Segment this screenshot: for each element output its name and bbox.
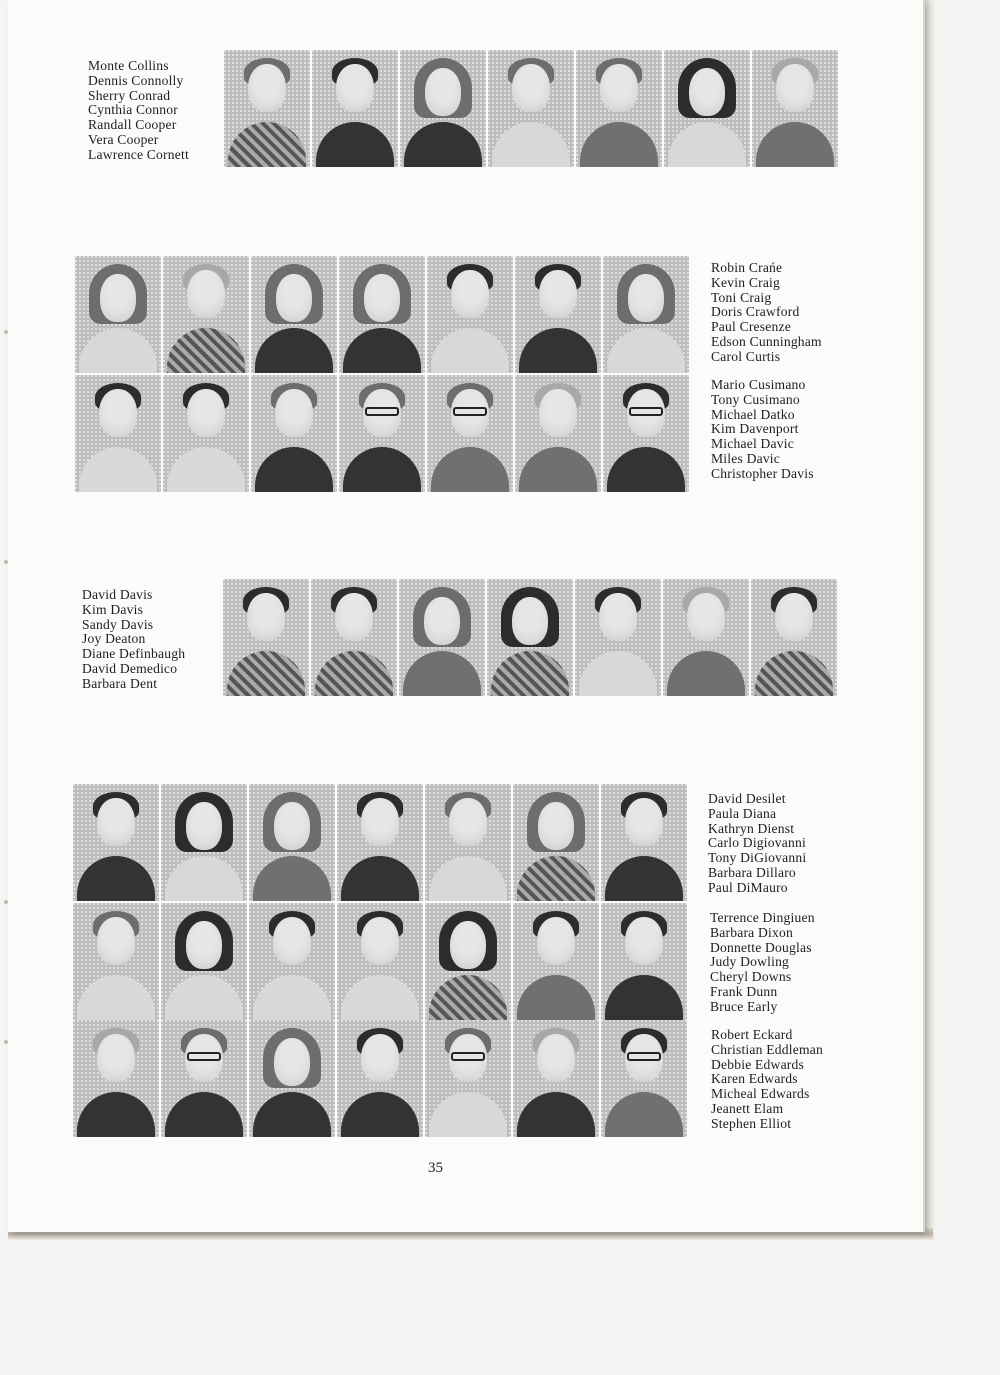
- portrait-body: [519, 447, 597, 492]
- student-name: David Davis: [82, 587, 153, 602]
- portrait-head: [97, 798, 135, 846]
- portrait-head: [247, 593, 285, 641]
- student-name: Karen Edwards: [711, 1071, 798, 1087]
- student-name: Stephen Elliot: [711, 1115, 792, 1131]
- portrait-body: [429, 856, 507, 901]
- student-name: Kevin Craig: [711, 274, 781, 290]
- student-name: Kathryn Dienst: [708, 820, 795, 836]
- portrait-head: [361, 798, 399, 846]
- student-portrait: [163, 256, 249, 373]
- portrait-head: [775, 593, 813, 641]
- student-portrait: [752, 50, 838, 167]
- student-name: Doris Crawford: [711, 304, 800, 320]
- portrait-head: [599, 593, 637, 641]
- student-name: Edson Cunningham: [711, 333, 822, 349]
- portrait-body: [167, 328, 245, 373]
- student-name: Bruce Early: [710, 998, 778, 1014]
- portrait-head: [274, 1038, 310, 1086]
- portrait-head: [274, 802, 310, 850]
- student-name: Cynthia Connor: [88, 102, 179, 118]
- portrait-head: [425, 68, 461, 116]
- student-portrait: [513, 903, 599, 1020]
- portrait-head: [361, 917, 399, 965]
- portrait-body: [429, 1092, 507, 1137]
- student-name: Kim Davis: [82, 601, 144, 617]
- portrait-head: [99, 389, 137, 437]
- portrait-head: [100, 274, 136, 322]
- name-list-crane: [711, 261, 822, 365]
- portrait-body: [519, 328, 597, 373]
- student-name: Diane Definbaugh: [82, 646, 186, 662]
- portrait-body: [517, 1092, 595, 1137]
- portrait-body: [228, 122, 306, 167]
- portrait-head: [451, 270, 489, 318]
- student-portrait: [73, 784, 159, 901]
- student-name: Vera Cooper: [88, 131, 159, 147]
- student-portrait: [311, 579, 397, 696]
- student-portrait: [224, 50, 310, 167]
- portrait-head: [512, 64, 550, 112]
- student-portrait: [603, 375, 689, 492]
- student-portrait: [249, 1020, 335, 1137]
- portrait-head: [97, 917, 135, 965]
- portrait-body: [77, 1092, 155, 1137]
- student-portrait: [161, 784, 247, 901]
- portrait-body: [79, 447, 157, 492]
- name-list-eckard: [711, 1028, 823, 1132]
- student-name: Dennis Connolly: [88, 72, 184, 88]
- student-portrait: [603, 256, 689, 373]
- portrait-body: [77, 975, 155, 1020]
- portrait-head: [539, 270, 577, 318]
- student-name: Michael Datko: [711, 406, 795, 422]
- portrait-body: [429, 975, 507, 1020]
- photo-row: [223, 579, 837, 696]
- student-portrait: [163, 375, 249, 492]
- portrait-head: [187, 270, 225, 318]
- portrait-body: [404, 122, 482, 167]
- student-name: Sandy Davis: [82, 616, 154, 632]
- portrait-body: [79, 328, 157, 373]
- portrait-head: [449, 798, 487, 846]
- student-name: Lawrence Cornett: [88, 146, 189, 162]
- portrait-body: [253, 975, 331, 1020]
- student-name: Christopher Davis: [711, 465, 814, 481]
- binder-hole: [4, 330, 8, 334]
- student-name: Paul DiMauro: [708, 879, 788, 895]
- student-name: Tony DiGiovanni: [708, 850, 807, 866]
- student-name: Monte Collins: [88, 58, 169, 73]
- portrait-head: [187, 389, 225, 437]
- portrait-glasses: [453, 407, 487, 416]
- student-name: Frank Dunn: [710, 983, 778, 999]
- student-name: Randall Cooper: [88, 117, 177, 133]
- portrait-head: [689, 68, 725, 116]
- binder-hole: [4, 1040, 8, 1044]
- name-list-collins: [88, 59, 189, 163]
- portrait-body: [77, 856, 155, 901]
- student-portrait: [400, 50, 486, 167]
- student-name: Jeanett Elam: [711, 1100, 784, 1116]
- student-portrait: [488, 50, 574, 167]
- student-portrait: [249, 784, 335, 901]
- portrait-glasses: [365, 407, 399, 416]
- student-portrait: [75, 256, 161, 373]
- student-portrait: [663, 579, 749, 696]
- student-name: Robert Eckard: [711, 1027, 793, 1042]
- portrait-body: [431, 447, 509, 492]
- portrait-head: [364, 274, 400, 322]
- binder-hole: [4, 560, 8, 564]
- student-name: Robin Crańe: [711, 260, 783, 275]
- student-name: Debbie Edwards: [711, 1056, 805, 1072]
- portrait-body: [605, 1092, 683, 1137]
- portrait-body: [165, 975, 243, 1020]
- student-name: Barbara Dillaro: [708, 864, 796, 880]
- name-list-dingiuen: [710, 911, 815, 1015]
- portrait-body: [517, 856, 595, 901]
- portrait-body: [165, 856, 243, 901]
- student-name: Paula Diana: [708, 805, 777, 821]
- student-name: Cheryl Downs: [710, 969, 792, 985]
- portrait-body: [517, 975, 595, 1020]
- portrait-glasses: [187, 1052, 221, 1061]
- portrait-head: [625, 798, 663, 846]
- portrait-body: [255, 328, 333, 373]
- portrait-body: [579, 651, 657, 696]
- student-portrait: [425, 784, 511, 901]
- portrait-body: [607, 447, 685, 492]
- student-portrait: [487, 579, 573, 696]
- portrait-glasses: [451, 1052, 485, 1061]
- student-name: Paul Cresenze: [711, 319, 791, 335]
- portrait-body: [167, 447, 245, 492]
- photo-row: [75, 256, 689, 373]
- student-name: Terrence Dingiuen: [710, 910, 815, 925]
- portrait-head: [186, 921, 222, 969]
- portrait-head: [450, 921, 486, 969]
- student-name: David Desilet: [708, 791, 786, 806]
- student-portrait: [515, 375, 601, 492]
- portrait-head: [97, 1034, 135, 1082]
- student-portrait: [337, 784, 423, 901]
- portrait-glasses: [629, 407, 663, 416]
- photo-row: [73, 1020, 687, 1137]
- student-portrait: [249, 903, 335, 1020]
- portrait-body: [341, 975, 419, 1020]
- portrait-body: [580, 122, 658, 167]
- portrait-head: [600, 64, 638, 112]
- student-portrait: [575, 579, 661, 696]
- portrait-body: [605, 975, 683, 1020]
- student-portrait: [339, 375, 425, 492]
- student-name: Michael Davic: [711, 436, 794, 452]
- portrait-head: [335, 593, 373, 641]
- student-name: Donnette Douglas: [710, 939, 812, 955]
- portrait-head: [275, 389, 313, 437]
- student-portrait: [427, 256, 513, 373]
- portrait-head: [276, 274, 312, 322]
- student-portrait: [251, 256, 337, 373]
- student-portrait: [399, 579, 485, 696]
- student-portrait: [601, 1020, 687, 1137]
- portrait-head: [539, 389, 577, 437]
- portrait-head: [538, 802, 574, 850]
- student-portrait: [427, 375, 513, 492]
- student-portrait: [425, 1020, 511, 1137]
- student-portrait: [515, 256, 601, 373]
- portrait-head: [186, 802, 222, 850]
- portrait-head: [424, 597, 460, 645]
- student-name: Miles Davic: [711, 450, 781, 466]
- portrait-body: [341, 856, 419, 901]
- student-portrait: [75, 375, 161, 492]
- photo-row: [73, 784, 687, 901]
- student-name: Sherry Conrad: [88, 87, 171, 103]
- portrait-body: [491, 651, 569, 696]
- student-name: Joy Deaton: [82, 631, 146, 647]
- student-name: Kim Davenport: [711, 421, 799, 437]
- student-portrait: [223, 579, 309, 696]
- student-portrait: [73, 1020, 159, 1137]
- student-name: David Demedico: [82, 660, 178, 676]
- portrait-head: [625, 917, 663, 965]
- student-portrait: [513, 784, 599, 901]
- portrait-body: [605, 856, 683, 901]
- portrait-body: [492, 122, 570, 167]
- student-name: Judy Dowling: [710, 954, 790, 970]
- student-portrait: [251, 375, 337, 492]
- name-list-desilet: [708, 792, 806, 896]
- name-list-cusimano: [711, 378, 814, 482]
- portrait-head: [776, 64, 814, 112]
- portrait-head: [687, 593, 725, 641]
- portrait-body: [343, 328, 421, 373]
- student-name: Carlo Digiovanni: [708, 835, 806, 851]
- student-name: Micheal Edwards: [711, 1086, 810, 1102]
- student-name: Tony Cusimano: [711, 391, 800, 407]
- student-portrait: [601, 784, 687, 901]
- page-number: 35: [428, 1160, 443, 1176]
- photo-row: [75, 375, 689, 492]
- student-portrait: [513, 1020, 599, 1137]
- student-portrait: [425, 903, 511, 1020]
- portrait-head: [336, 64, 374, 112]
- student-portrait: [664, 50, 750, 167]
- portrait-body: [755, 651, 833, 696]
- portrait-body: [315, 651, 393, 696]
- student-name: Barbara Dent: [82, 675, 158, 691]
- student-portrait: [312, 50, 398, 167]
- name-list-davis: [82, 588, 185, 692]
- photo-row: [73, 903, 687, 1020]
- portrait-body: [668, 122, 746, 167]
- portrait-glasses: [627, 1052, 661, 1061]
- student-portrait: [339, 256, 425, 373]
- binder-hole: [4, 900, 8, 904]
- portrait-body: [403, 651, 481, 696]
- student-portrait: [751, 579, 837, 696]
- portrait-head: [273, 917, 311, 965]
- portrait-head: [512, 597, 548, 645]
- student-portrait: [576, 50, 662, 167]
- portrait-body: [316, 122, 394, 167]
- student-name: Barbara Dixon: [710, 924, 794, 940]
- portrait-body: [253, 856, 331, 901]
- portrait-head: [537, 1034, 575, 1082]
- portrait-body: [341, 1092, 419, 1137]
- photo-row: [224, 50, 838, 167]
- portrait-head: [628, 274, 664, 322]
- student-portrait: [161, 1020, 247, 1137]
- portrait-body: [431, 328, 509, 373]
- portrait-body: [227, 651, 305, 696]
- portrait-body: [253, 1092, 331, 1137]
- student-name: Mario Cusimano: [711, 377, 806, 392]
- portrait-body: [607, 328, 685, 373]
- portrait-body: [343, 447, 421, 492]
- student-name: Christian Eddleman: [711, 1041, 823, 1057]
- student-name: Carol Curtis: [711, 348, 781, 364]
- portrait-body: [255, 447, 333, 492]
- student-portrait: [601, 903, 687, 1020]
- portrait-body: [756, 122, 834, 167]
- student-portrait: [337, 903, 423, 1020]
- portrait-head: [248, 64, 286, 112]
- student-portrait: [73, 903, 159, 1020]
- portrait-body: [667, 651, 745, 696]
- portrait-body: [165, 1092, 243, 1137]
- student-portrait: [161, 903, 247, 1020]
- student-name: Toni Craig: [711, 289, 772, 305]
- portrait-head: [537, 917, 575, 965]
- student-portrait: [337, 1020, 423, 1137]
- portrait-head: [361, 1034, 399, 1082]
